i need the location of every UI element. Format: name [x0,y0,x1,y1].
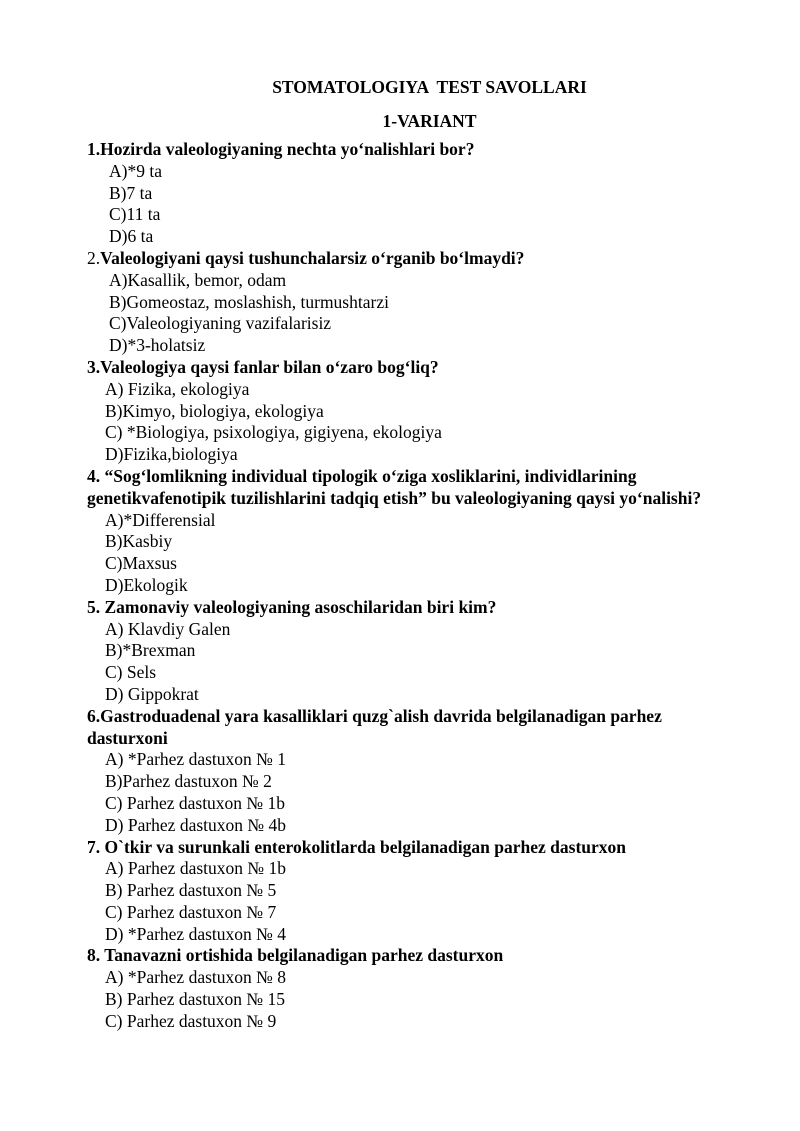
question-text [87,837,717,859]
answer-option: C) Parhez dastuxon № 1b [105,792,285,813]
answer-option: B)Kasbiy [105,531,173,552]
question-label: Valeologiyani qaysi tushunchalarsiz o‘rganib bo‘lmaydi? [100,247,525,268]
answer-option: A)Kasallik, bemor, odam [109,269,287,290]
answer-option: D) *Parhez dastuxon № 4 [105,923,286,944]
answer-options [87,161,717,248]
answer-option: D)*3-holatsiz [109,335,206,356]
question-block-1 [87,139,717,248]
question-text [87,139,717,161]
answer-option: D)Fizika,biologiya [105,444,238,465]
answer-option: B)*Brexman [105,640,196,661]
question-block-2 [87,248,717,357]
variant-heading: 1-VARIANT [382,111,477,131]
question-number: 6. [87,705,101,726]
question-text [87,466,717,510]
question-block-6 [87,706,717,837]
question-block-8 [87,945,717,1032]
question-block-7 [87,837,717,946]
question-text [87,357,717,379]
question-text [87,945,717,967]
answer-option: B)Gomeostaz, moslashish, turmushtarzi [109,291,389,312]
answer-option: C) Parhez dastuxon № 7 [105,901,277,922]
document-page [87,76,717,1033]
answer-options [87,510,717,597]
answer-options [87,858,717,945]
question-number: 3. [87,356,101,377]
answer-option: A) Klavdiy Galen [105,618,231,639]
question-block-5 [87,597,717,706]
question-label: O`tkir va surunkali enterokolitlarda belgilanadigan parhez dasturxon [104,836,627,857]
answer-option: C) Parhez dastuxon № 9 [105,1010,277,1031]
question-label: Zamonaviy valeologiyaning asoschilaridan biri kim? [104,596,497,617]
answer-option: A)*9 ta [109,160,162,181]
question-text [87,597,717,619]
answer-option: B)Parhez dastuxon № 2 [105,771,272,792]
answer-option: A)*Differensial [105,509,216,530]
question-block-4 [87,466,717,597]
document-title: STOMATOLOGIYA TEST SAVOLLARI [272,77,587,97]
answer-options [87,619,717,706]
answer-option: C)11 ta [109,204,161,225]
answer-option: D) Parhez dastuxon № 4b [105,814,286,835]
question-label: “Sog‘lomlikning individual tipologik o‘ziga xosliklarini, individlarining genetikvafenotipik tuzilishlarini tadqiq etish” bu valeologiyaning qaysi yo‘nalishi? [87,465,702,508]
question-number: 5. [87,596,105,617]
answer-options [87,379,717,466]
answer-option: A) Fizika, ekologiya [105,378,250,399]
answer-option: B)Kimyo, biologiya, ekologiya [105,400,324,421]
question-label: Gastroduadenal yara kasalliklari quzg`alish davrida belgilanadigan parhez dasturxoni [87,705,662,748]
answer-options [87,967,717,1032]
answer-option: A) *Parhez dastuxon № 1 [105,749,286,770]
answer-option: D)Ekologik [105,574,188,595]
answer-option: A) Parhez dastuxon № 1b [105,858,286,879]
question-label: Hozirda valeologiyaning nechta yo‘nalishlari bor? [100,139,475,159]
question-block-3 [87,357,717,466]
answer-option: D)6 ta [109,226,154,247]
question-number: 8. [87,945,105,966]
answer-options [87,749,717,836]
answer-option: C) Sels [105,662,157,683]
question-number: 7. [87,836,105,857]
answer-option: A) *Parhez dastuxon № 8 [105,967,286,988]
answer-option: B) Parhez dastuxon № 5 [105,880,277,901]
question-number: 1. [87,139,101,159]
answer-option: D) Gippokrat [105,683,199,704]
question-label: Valeologiya qaysi fanlar bilan o‘zaro bog‘liq? [100,356,439,377]
question-number: 2. [87,247,101,268]
question-number: 4. [87,465,105,486]
answer-option: C) *Biologiya, psixologiya, gigiyena, ekologiya [105,422,442,443]
question-text [87,706,717,750]
answer-option: B) Parhez dastuxon № 15 [105,989,285,1010]
question-label: Tanavazni ortishida belgilanadigan parhez dasturxon [104,945,504,966]
answer-option: B)7 ta [109,182,153,203]
answer-option: C)Valeologiyaning vazifalarisiz [109,313,332,334]
answer-options [87,270,717,357]
answer-option: C)Maxsus [105,553,177,574]
question-text [87,248,717,270]
